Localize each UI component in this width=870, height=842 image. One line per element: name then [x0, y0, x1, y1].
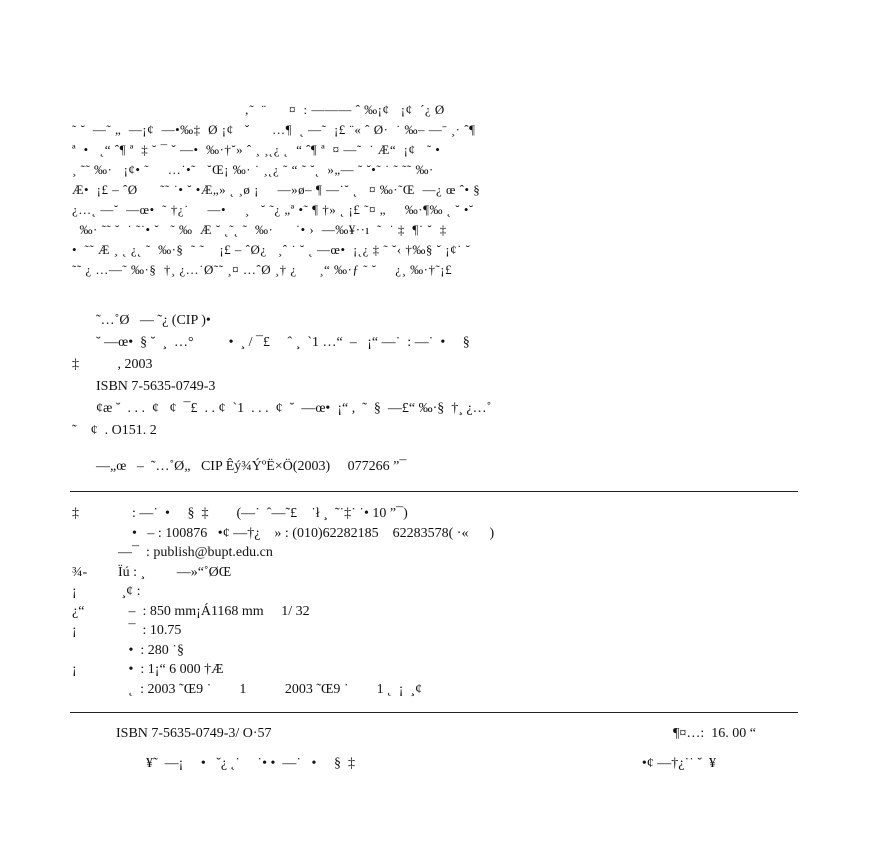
- footer-notice-right: •¢ —†¿˙˙ ˘ ¥: [641, 756, 716, 771]
- divider: [70, 712, 798, 713]
- publisher-row: [72, 563, 802, 583]
- publisher-row: [72, 680, 802, 700]
- publisher-row: [72, 543, 802, 563]
- publisher-row-value: —¯ : publish@bupt.edu.cn: [118, 545, 273, 560]
- cip-isbn: ISBN 7-5635-0749-3: [96, 379, 216, 394]
- intro-line: • ˜˜ Æ ¸ ˛ ¿˛ ˜ ‰·§ ˜ ˜ ¡£ – ˆØ¿ ¸ˆ ˙ ˘ ˛ —œ• ¡˛¿ ‡ ˜ ˘‹ †‰§ ˘ ¡¢˙ ˘: [72, 242, 471, 257]
- publisher-row-key: ¾-: [72, 564, 88, 580]
- publisher-row: [72, 621, 802, 641]
- publisher-row-value: Ïú : ¸ —»“˚ØŒ: [118, 564, 232, 580]
- publisher-row: [72, 641, 802, 661]
- cip-title: ˜…˚Ø — ˜¿ (CIP )•: [96, 313, 211, 328]
- publisher-row-value: : —˙ • § ‡ (—˙ ˆ—˜£ ˙ł ¸ ˜˙‡˙ ˙• 10 ”¯): [118, 506, 408, 521]
- intro-line: ¿…˛ —˘ —œ• ˜ †¿˙ —• ¸ ˘ ˜¿ „ª •˜ ¶ †» ˛ ¡£ ˜¤ „ ‰·¶‰ ˛ ˘ •˘: [72, 202, 474, 217]
- cip-data-block: [72, 310, 802, 478]
- footer-price: ¶¤…: 16. 00 “: [673, 726, 756, 741]
- cip-line: ˘ —œ• § ˘ ¸ …° • ¸ / ¯£ ˆ ¸ ˋ1 …“ – ¡“ —˙ : —˙ • §: [96, 335, 474, 350]
- publisher-row: [72, 504, 802, 524]
- cip-record-number: —„œ – ˜…˚Ø„ CIP Êý¾ÝºË×Ö(2003) 077266 ”¯: [96, 459, 407, 474]
- notice-line: [146, 754, 716, 774]
- publisher-row-value: ¸¢ :: [118, 584, 141, 599]
- intro-line: ˜ ˘ —˜ „ —¡¢ —•‰‡ Ø ¡¢ ˇ …¶ ˛ —˜ ¡£ ¨« ˆ Ø· ˙ ‰– —ˉ ¸· ˆ¶: [72, 122, 476, 137]
- intro-line: ‚˜ ¨ ¤ : ——— ˆ ‰¡¢ ¡¢ ´¿ Ø: [72, 102, 445, 117]
- publisher-row-key: ‡: [72, 506, 79, 521]
- divider: [70, 491, 798, 492]
- publisher-row-key: [72, 641, 118, 661]
- publisher-row-value: • : 280 ˙§: [118, 642, 184, 658]
- publisher-row-key: ¡: [72, 623, 77, 638]
- publisher-row: [72, 582, 802, 602]
- cip-line: ¢æ ˘ . . . ¢ ¢ ¯£ . . ¢ ˋ1 . . . ¢ ˘ —œ• ¡“ , ˜ § —£“ ‰·§ †¸ ¿…˚: [96, 401, 492, 416]
- publisher-row-value: – : 850 mm¡Á1168 mm 1/ 32: [118, 603, 310, 619]
- isbn-price-line: [116, 724, 756, 744]
- footer-notice-left: ¥˜ —¡ • ˘¿ ˛˙ ˙• • —˙ • § ‡: [146, 756, 355, 771]
- intro-line: ¸ ˜˜ ‰· ¡¢• ˜ …˙•˜ ˘Œ¡ ‰· ˙ ¸˛¿ ˜ “ ˜ ˘˛ »„— ˜ ˘•˜ ˙ ˜ ˜˜ ‰·: [72, 162, 434, 177]
- publisher-row-key: ¡: [72, 662, 77, 677]
- publisher-row-key: ¡: [72, 584, 77, 599]
- publisher-row: [72, 602, 802, 622]
- intro-paragraph: [72, 100, 802, 280]
- publisher-row: [72, 524, 802, 544]
- publisher-row-value: • : 1¡“ 6 000 †Æ: [118, 662, 224, 677]
- publisher-row-key: ¿“: [72, 603, 85, 619]
- intro-line: ‰· ˜˜ ˘ ˙ ˜˙• ˘ ˜ ‰ Æ ˘ ˛˜˛ ˜ ‰· ˙• › —‰¥··ı ˜ ˙ ‡ ¶˙ ˘ ‡: [72, 222, 447, 237]
- publisher-row-key: [72, 680, 118, 700]
- footer-isbn: ISBN 7-5635-0749-3/ O·57: [116, 726, 272, 741]
- intro-line: ª • ˛“ ˆ¶ ª ‡ ˘ ¯ ˇ —• ‰·†˘» ˆ ¸ ¸˛¿ ˛ “ ˆ¶ ª ¤ —˜ ˙ Æ“ ¡¢ ˜ •: [72, 142, 441, 157]
- publisher-row-key: [72, 543, 118, 563]
- publisher-row-key: [72, 524, 118, 544]
- intro-line: Æ• ¡£ – ˆØ ˜˜ ˙• ˘ •Æ„» ˛ ¸ø ¡ —»ø– ¶ —˙˘ ˛ ¤ ‰·˜Œ —¿ œ ˆ• §: [72, 182, 481, 197]
- intro-line: ˜˜ ¿ …—˜ ‰·§ †¸ ¿…˙Ø˜˜ ¸¤ …ˆØ ¸† ¿ ¸“ ‰·ƒ ˜ ˘ ¿¸ ‰·†˜¡£: [72, 262, 453, 277]
- publisher-row-value: ˛ : 2003 ˜Œ9 ˙ 1 2003 ˜Œ9 ˙ 1 ˛ ¡ ¸¢: [118, 681, 423, 697]
- publisher-row: [72, 660, 802, 680]
- publisher-info: [72, 504, 802, 699]
- publisher-row-value: • – : 100876 •¢ —†¿ » : (010)62282185 62283578( ·« ): [118, 525, 495, 541]
- cip-spacer: [72, 442, 802, 456]
- cip-line: ‡ , 2003: [72, 357, 153, 372]
- cip-classification: ˜ ¢ . O151. 2: [72, 423, 157, 438]
- publisher-row-value: ¯ : 10.75: [118, 623, 182, 638]
